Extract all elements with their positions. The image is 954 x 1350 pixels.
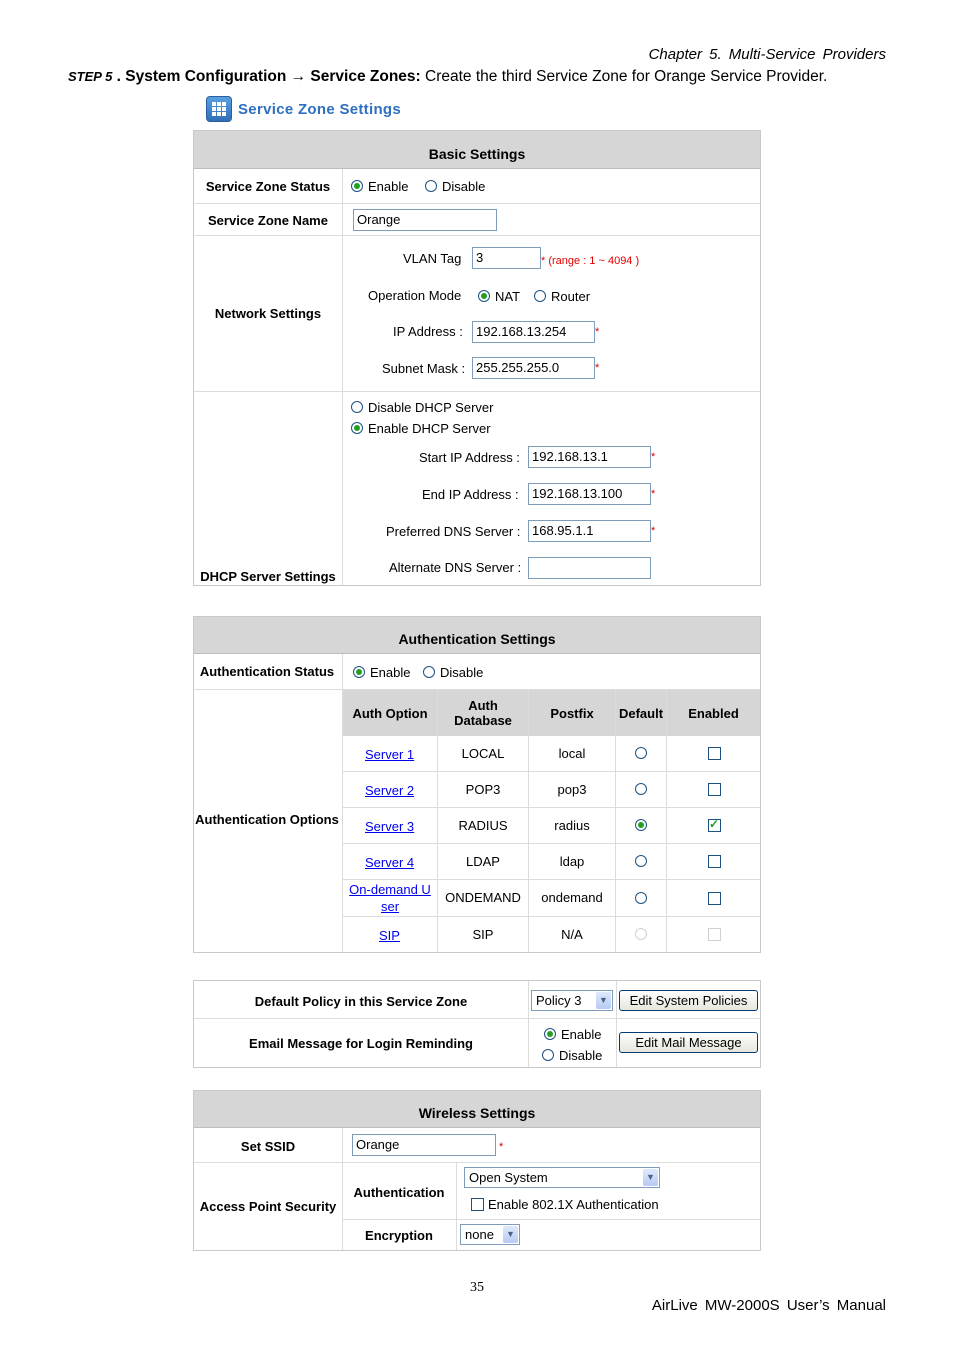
- wireless-settings-panel: [193, 1090, 761, 1251]
- chevron-down-icon: ▼: [596, 992, 611, 1009]
- preferred-dns-required-mark: *: [651, 525, 656, 537]
- auth-disable-radio[interactable]: [423, 666, 435, 678]
- network-settings-row: [194, 236, 760, 392]
- postfix-ldap: ldap: [559, 854, 585, 869]
- page-title: Service Zone Settings: [238, 100, 402, 118]
- mask-required-mark: *: [595, 362, 600, 374]
- col-auth-database-line2: Database: [454, 713, 512, 728]
- ssid-row: [194, 1128, 760, 1163]
- ip-address-label: IP Address :: [393, 324, 463, 339]
- server-3-enabled-checkbox[interactable]: [708, 819, 721, 832]
- db-sip: SIP: [472, 927, 494, 942]
- encryption-subrow: [343, 1220, 760, 1250]
- page-number: 35: [470, 1280, 484, 1295]
- zone-name-label: Service Zone Name: [208, 213, 328, 228]
- step-separator: .: [116, 68, 121, 85]
- col-auth-database-line1: Auth: [468, 698, 498, 713]
- server-2-default-radio[interactable]: [635, 783, 647, 795]
- zone-enable-radio[interactable]: [351, 180, 363, 192]
- postfix-ondemand: ondemand: [541, 890, 603, 905]
- server-1-default-radio[interactable]: [635, 747, 647, 759]
- postfix-radius: radius: [554, 818, 590, 833]
- manual-footer: AirLive MW-2000S User’s Manual: [651, 1297, 886, 1314]
- ap-security-row: [194, 1163, 760, 1250]
- db-local: LOCAL: [461, 746, 505, 761]
- encryption-label: Encryption: [365, 1228, 433, 1243]
- policy-select-value: Policy 3: [536, 993, 582, 1008]
- on-demand-user-link-line1: On-demand U: [349, 882, 431, 897]
- service-zone-settings-title: [206, 96, 401, 122]
- postfix-pop3: pop3: [557, 782, 587, 797]
- table-row: [343, 808, 760, 844]
- router-label: Router: [551, 289, 591, 304]
- basic-settings-panel: [193, 130, 761, 586]
- server-2-link[interactable]: Server 2: [365, 783, 415, 798]
- server-2-enabled-checkbox[interactable]: [708, 783, 721, 796]
- server-3-link[interactable]: Server 3: [365, 819, 415, 834]
- vlan-range-note: * (range : 1 ~ 4094 ): [541, 255, 640, 267]
- ip-required-mark: *: [595, 326, 600, 338]
- col-auth-option: Auth Option: [352, 705, 428, 721]
- table-row: [343, 772, 760, 808]
- ap-security-label: Access Point Security: [199, 1199, 337, 1214]
- col-default: Default: [618, 705, 664, 721]
- zone-status-label: Service Zone Status: [205, 179, 331, 194]
- start-ip-input[interactable]: 192.168.13.1: [528, 446, 651, 468]
- db-radius: RADIUS: [458, 818, 508, 833]
- alternate-dns-label: Alternate DNS Server :: [389, 560, 522, 575]
- dhcp-disable-label: Disable DHCP Server: [368, 400, 494, 415]
- end-ip-input[interactable]: 192.168.13.100: [528, 483, 651, 505]
- router-radio[interactable]: [534, 290, 546, 302]
- step-path: System Configuration → Service Zones:: [125, 68, 421, 85]
- vlan-tag-input[interactable]: 3: [472, 247, 541, 269]
- start-ip-label: Start IP Address :: [419, 450, 520, 465]
- server-4-default-radio[interactable]: [635, 855, 647, 867]
- step-label: STEP 5: [68, 69, 113, 84]
- chevron-down-icon: ▼: [643, 1169, 658, 1186]
- ssid-required-mark: *: [499, 1141, 504, 1153]
- nat-radio[interactable]: [478, 290, 490, 302]
- table-row: [343, 844, 760, 880]
- end-ip-required-mark: *: [651, 488, 656, 500]
- operation-mode-label: Operation Mode: [368, 288, 462, 303]
- authentication-settings-panel: [193, 616, 761, 953]
- wireless-settings-heading: Wireless Settings: [194, 1091, 760, 1128]
- enable-8021x-label: Enable 802.1X Authentication: [488, 1197, 659, 1212]
- grid-icon: [206, 96, 232, 122]
- vlan-tag-label: VLAN Tag: [403, 251, 462, 266]
- server-1-link[interactable]: Server 1: [365, 747, 415, 762]
- email-disable-radio[interactable]: [542, 1049, 554, 1061]
- sip-enabled-checkbox: [708, 928, 721, 941]
- auth-options-table: [343, 690, 760, 952]
- dhcp-settings-row: [194, 392, 760, 585]
- zone-disable-label: Disable: [442, 179, 486, 194]
- zone-status-row: [194, 169, 760, 204]
- basic-settings-heading: Basic Settings: [194, 131, 760, 169]
- ssid-input[interactable]: Orange: [352, 1134, 496, 1156]
- server-1-enabled-checkbox[interactable]: [708, 747, 721, 760]
- db-pop3: POP3: [465, 782, 501, 797]
- auth-disable-label: Disable: [440, 665, 484, 680]
- table-row: [343, 736, 760, 772]
- dhcp-enable-label: Enable DHCP Server: [368, 421, 491, 436]
- dhcp-disable-radio[interactable]: [351, 401, 363, 413]
- ssid-label: Set SSID: [240, 1139, 296, 1154]
- auth-options-row: [194, 690, 760, 952]
- subnet-mask-input[interactable]: 255.255.255.0: [472, 357, 595, 379]
- postfix-na: N/A: [561, 927, 583, 942]
- end-ip-label: End IP Address :: [422, 487, 519, 502]
- preferred-dns-input[interactable]: 168.95.1.1: [528, 520, 651, 542]
- edit-mail-message-button[interactable]: Edit Mail Message: [619, 1032, 758, 1053]
- on-demand-enabled-checkbox[interactable]: [708, 892, 721, 905]
- server-3-default-radio[interactable]: [635, 819, 647, 831]
- subnet-mask-label: Subnet Mask :: [382, 361, 466, 376]
- auth-options-label: Authentication Options: [195, 812, 339, 827]
- col-enabled: Enabled: [688, 705, 739, 721]
- step-text: Create the third Service Zone for Orange Service Provider.: [425, 68, 828, 85]
- auth-status-row: [194, 654, 760, 690]
- authentication-select-value: Open System: [469, 1170, 548, 1185]
- preferred-dns-label: Preferred DNS Server :: [386, 524, 521, 539]
- edit-system-policies-button[interactable]: Edit System Policies: [619, 990, 758, 1011]
- authentication-select[interactable]: [464, 1167, 660, 1188]
- on-demand-user-link-line2: ser: [380, 899, 400, 914]
- email-disable-label: Disable: [559, 1048, 603, 1063]
- on-demand-user-link[interactable]: [343, 881, 437, 915]
- email-message-row: [194, 1019, 760, 1067]
- server-4-link[interactable]: Server 4: [365, 855, 415, 870]
- nat-label: NAT: [495, 289, 521, 304]
- on-demand-default-radio[interactable]: [635, 892, 647, 904]
- policy-select[interactable]: [531, 990, 613, 1011]
- default-policy-label: Default Policy in this Service Zone: [254, 994, 468, 1009]
- table-row: [343, 880, 760, 917]
- zone-name-row: [194, 204, 760, 236]
- zone-disable-radio[interactable]: [425, 180, 437, 192]
- email-enable-label: Enable: [561, 1027, 602, 1042]
- ip-address-input[interactable]: 192.168.13.254: [472, 321, 595, 343]
- chapter-header: Chapter 5. Multi-Service Providers: [648, 46, 886, 63]
- default-policy-row: [194, 981, 760, 1019]
- postfix-local: local: [558, 746, 586, 761]
- alternate-dns-input[interactable]: [528, 557, 651, 579]
- dhcp-enable-radio[interactable]: [351, 422, 363, 434]
- server-4-enabled-checkbox[interactable]: [708, 855, 721, 868]
- start-ip-required-mark: *: [651, 451, 656, 463]
- auth-enable-radio[interactable]: [353, 666, 365, 678]
- sip-default-radio: [635, 928, 647, 940]
- db-ondemand: ONDEMAND: [445, 890, 521, 905]
- sip-link[interactable]: SIP: [379, 928, 400, 943]
- encryption-select[interactable]: [460, 1224, 520, 1245]
- authentication-label: Authentication: [353, 1185, 445, 1200]
- auth-enable-label: Enable: [370, 665, 411, 680]
- dhcp-settings-label: DHCP Server Settings: [200, 569, 336, 584]
- encryption-select-value: none: [465, 1227, 494, 1242]
- db-ldap: LDAP: [466, 854, 500, 869]
- chevron-down-icon: ▼: [503, 1226, 518, 1243]
- authentication-subrow: [343, 1163, 760, 1220]
- table-row: [343, 917, 760, 952]
- network-settings-label: Network Settings: [214, 306, 322, 321]
- zone-enable-label: Enable: [368, 179, 409, 194]
- zone-name-input[interactable]: Orange: [353, 209, 497, 231]
- col-postfix: Postfix: [550, 705, 594, 721]
- email-message-label: Email Message for Login Reminding: [249, 1036, 473, 1051]
- auth-status-label: Authentication Status: [199, 664, 335, 679]
- enable-8021x-checkbox[interactable]: [471, 1198, 484, 1211]
- email-enable-radio[interactable]: [544, 1028, 556, 1040]
- policy-panel: [193, 980, 761, 1068]
- authentication-settings-heading: Authentication Settings: [194, 617, 760, 654]
- step-instruction: [68, 68, 827, 86]
- col-auth-database: [438, 690, 528, 736]
